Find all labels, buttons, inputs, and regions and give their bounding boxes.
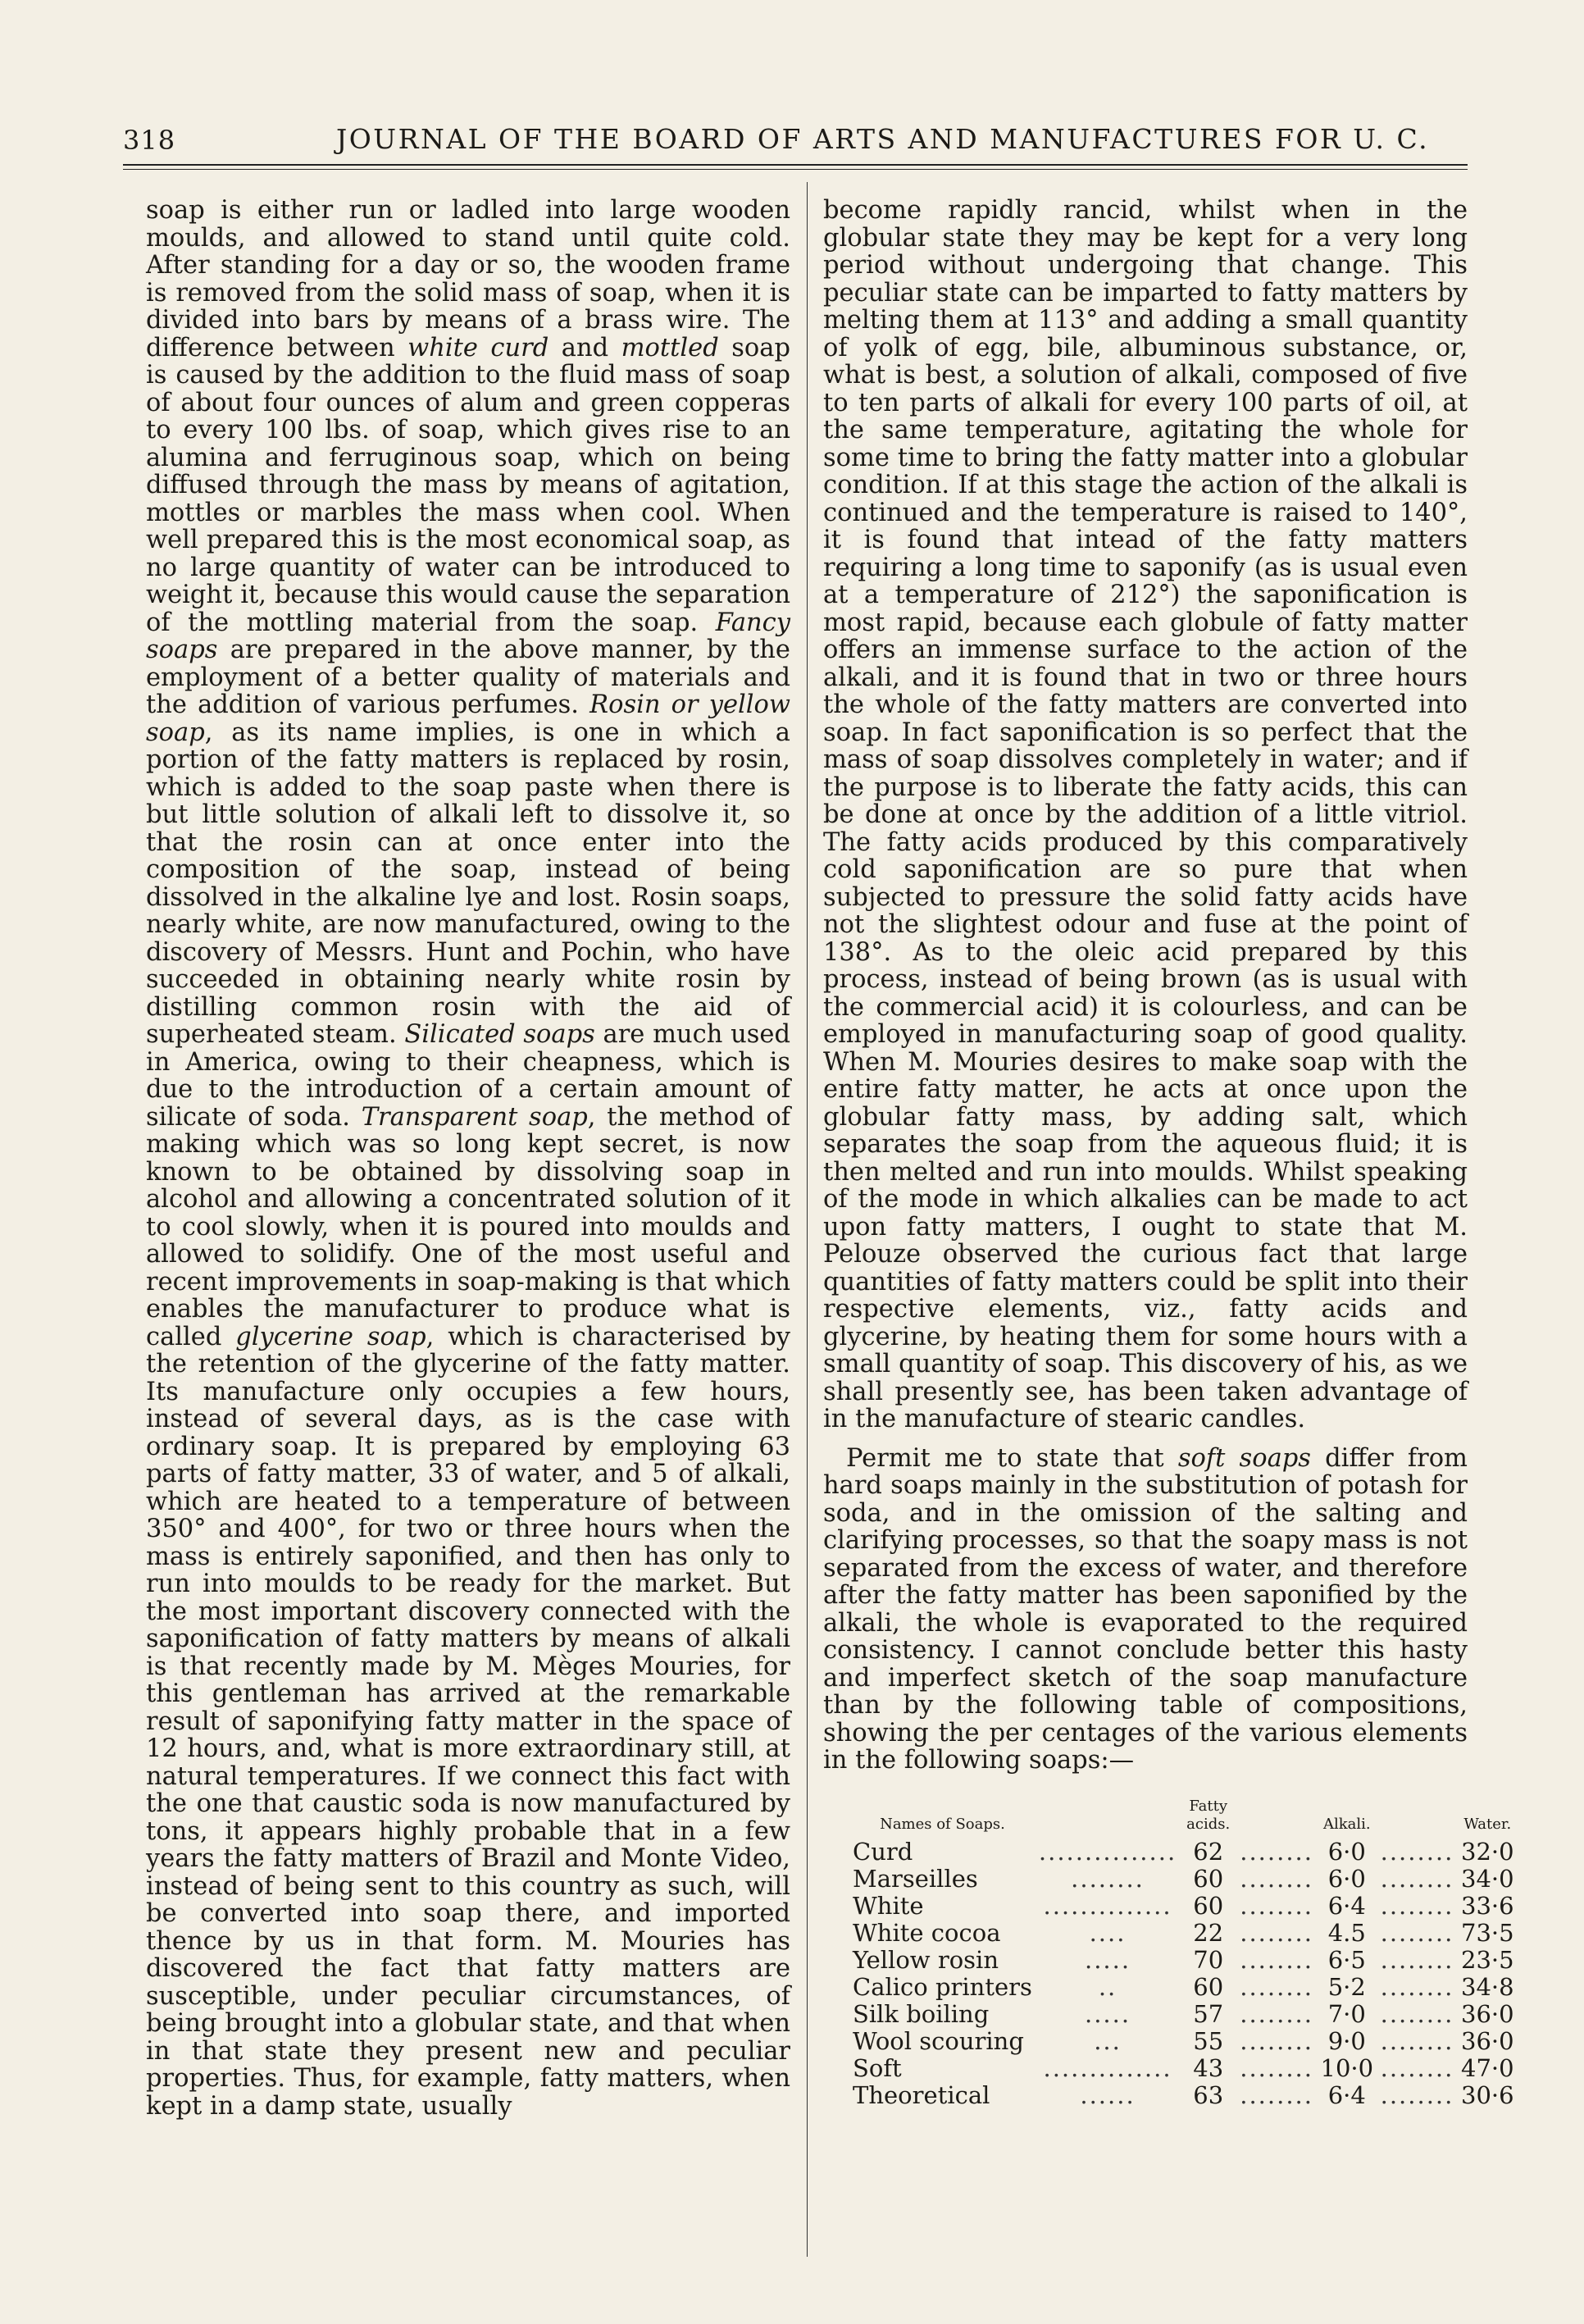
soap-composition-table (849, 1798, 1518, 2109)
header-rule-thin (123, 169, 1468, 170)
fatty-acids-value: 60 (1193, 1864, 1224, 1893)
paragraph: become rapidly rancid, whilst when in the globular state they may be kept for a very long period without undergoing that change. This peculiar state can be imparted to fatty matters by melting them at 113° and adding a small quantity of yolk of egg, bile, albuminous substance, or, what is best, a solution of alkali, composed of five to ten parts of alkali for every 100 parts of oil, at the same temperature, agitating the whole for some time to bring the fatty matter into a globular condition. If at this stage the action of the alkali is continued and the temperature is raised to 140°, it is found that intead of the fatty matters requiring a long time to saponify (as is usual even at a temperature of 212°) the saponification is most rapid, because each globule of fatty matter offers an immense surface to the action of the alkali, and it is found that in two or three hours the whole of the fatty matters are converted into soap. In fact saponification is so perfect that the mass of soap dissolves completely in water; and if the purpose is to liberate the fatty acids, this can be done at once by the addition of a little vitriol. The fatty acids produced by this comparatively cold saponification are so pure that when subjected to pressure the solid fatty acids have not the slightest odour and fuse at the point of 138°. As to the oleic acid prepared by this process, instead of being brown (as is usual with the commercial acid) it is colourless, and can be employed in manufacturing soap of good quality. When M. Mouries desires to make soap with the entire fatty matter, he acts at once upon the globular fatty mass, by adding salt, which separates the soap from the aqueous fluid; it is then melted and run into moulds. Whilst speaking of the mode in which alkalies can be made to act upon fatty matters, I ought to state that M. Pelouze observed the curious fact that large quantities of fatty matters could be split into their respective elements, viz., fatty acids and glycerine, by heating them for some hours with a small quantity of soap. This discovery of his, as we shall presently see, has been taken advantage of in the manufacture of stearic candles. (823, 196, 1468, 1433)
table-row (849, 2001, 1518, 2028)
leader-dots: ........ (1240, 1864, 1313, 1893)
water-value: 23·5 (1461, 1945, 1514, 1974)
leader-dots: ........ (1240, 1918, 1313, 1947)
column-header: Alkali. (1322, 1815, 1371, 1833)
leader-dots: ..... (1084, 1945, 1131, 1974)
soap-name: Wool scouring (853, 2026, 1024, 2055)
leader-dots: .... (1089, 1918, 1127, 1947)
table-header-row (849, 1798, 1518, 1839)
table-row (849, 2028, 1518, 2055)
soap-name: Soft (853, 2053, 902, 2082)
soap-name: Silk boiling (853, 1999, 990, 2028)
leader-dots: ........ (1240, 2026, 1313, 2055)
leader-dots: ........ (1240, 2053, 1313, 2082)
soap-name: Theoretical (853, 2080, 990, 2109)
leader-dots: ........ (1380, 2080, 1454, 2109)
leader-dots: ........ (1380, 1837, 1454, 1866)
water-value: 73·5 (1461, 1918, 1514, 1947)
leader-dots: ........ (1380, 1918, 1454, 1947)
table-row (849, 1839, 1518, 1866)
right-column (823, 196, 1514, 2109)
table-row (849, 1893, 1518, 1920)
fatty-acids-value: 55 (1193, 2026, 1224, 2055)
left-column (146, 197, 790, 2120)
column-divider (807, 182, 808, 2257)
running-head: JOURNAL OF THE BOARD OF ARTS AND MANUFACTURES FOR U. C. (336, 123, 1430, 155)
water-value: 34·0 (1461, 1864, 1514, 1893)
soap-name: Yellow rosin (853, 1945, 999, 1974)
soap-name: Marseilles (853, 1864, 978, 1893)
water-value: 33·6 (1461, 1891, 1514, 1920)
water-value: 30·6 (1461, 2080, 1514, 2109)
fatty-acids-value: 62 (1193, 1837, 1224, 1866)
alkali-value: 6·0 (1327, 1864, 1366, 1893)
leader-dots: ........ (1380, 1972, 1454, 2001)
fatty-acids-value: 22 (1193, 1918, 1224, 1947)
water-value: 47·0 (1461, 2053, 1514, 2082)
fatty-acids-value: 43 (1193, 2053, 1224, 2082)
leader-dots: ........ (1380, 2053, 1454, 2082)
leader-dots: .. (1098, 1972, 1117, 2001)
leader-dots: ........ (1240, 1945, 1313, 1974)
page-number: 318 (123, 125, 176, 156)
alkali-value: 9·0 (1327, 2026, 1366, 2055)
leader-dots: ........ (1380, 1891, 1454, 1920)
fatty-acids-value: 63 (1193, 2080, 1224, 2109)
leader-dots: ........ (1240, 1837, 1313, 1866)
column-header: Fatty acids. (1186, 1797, 1231, 1833)
table-row (849, 1866, 1518, 1893)
alkali-value: 6·5 (1327, 1945, 1366, 1974)
table-row (849, 2082, 1518, 2109)
leader-dots: ........ (1380, 1999, 1454, 2028)
alkali-value: 6·4 (1327, 1891, 1366, 1920)
fatty-acids-value: 57 (1193, 1999, 1224, 2028)
leader-dots: .............. (1043, 1891, 1172, 1920)
leader-dots: ............... (1038, 1837, 1177, 1866)
alkali-value: 6·4 (1327, 2080, 1366, 2109)
alkali-value: 6·0 (1327, 1837, 1366, 1866)
water-value: 34·8 (1461, 1972, 1514, 2001)
leader-dots: ... (1094, 2026, 1122, 2055)
leader-dots: ...... (1080, 2080, 1136, 2109)
table-row (849, 1920, 1518, 1947)
leader-dots: ........ (1240, 1972, 1313, 2001)
fatty-acids-value: 70 (1193, 1945, 1224, 1974)
table-row (849, 2055, 1518, 2082)
fatty-acids-value: 60 (1193, 1891, 1224, 1920)
soap-name: Calico printers (853, 1972, 1032, 2001)
table-row (849, 1947, 1518, 1974)
leader-dots: ........ (1071, 1864, 1145, 1893)
table-row (849, 1974, 1518, 2001)
paragraph: soap is either run or ladled into large wooden moulds, and allowed to stand until quite cold. After standing for a day or so, the wooden frame is removed from the solid mass of soap, when it is divided into bars by means of a brass wire. The difference between white curd and mottled soap is caused by the addition to the fluid mass of soap of about four ounces of alum and green copperas to every 100 lbs. of soap, which gives rise to an alumina and ferruginous soap, which on being diffused through the mass by means of agitation, mottles or marbles the mass when cool. When well prepared this is the most economical soap, as no large quantity of water can be introduced to weight it, because this would cause the separation of the mottling material from the soap. Fancy soaps are prepared in the above manner, by the employment of a better quality of materials and the addition of various perfumes. Rosin or yellow soap, as its name implies, is one in which a portion of the fatty matters is replaced by rosin, which is added to the soap paste when there is but little solution of alkali left to dissolve it, so that the rosin can at once enter into the composition of the soap, instead of being dissolved in the alkaline lye and lost. Rosin soaps, nearly white, are now manufactured, owing to the discovery of Messrs. Hunt and Pochin, who have succeeded in obtaining nearly white rosin by distilling common rosin with the aid of superheated steam. Silicated soaps are much used in America, owing to their cheapness, which is due to the introduction of a certain amount of silicate of soda. Transparent soap, the method of making which was so long kept secret, is now known to be obtained by dissolving soap in alcohol and allowing a concentrated solution of it to cool slowly, when it is poured into moulds and allowed to solidify. One of the most useful and recent improvements in soap-making is that which enables the manufacturer to produce what is called glycerine soap, which is characterised by the retention of the glycerine of the fatty matter. Its manufacture only occupies a few hours, instead of several days, as is the case with ordinary soap. It is prepared by employing 63 parts of fatty matter, 33 of water, and 5 of alkali, which are heated to a temperature of between 350° and 400°, for two or three hours when the mass is entirely saponified, and then has only to run into moulds to be ready for the market. But the most important discovery connected with the saponification of fatty matters by means of alkali is that recently made by M. Mèges Mouries, for this gentleman has arrived at the remarkable result of saponifying fatty matter in the space of 12 hours, and, what is more extraordinary still, at natural temperatures. If we connect this fact with the one that caustic soda is now manufactured by tons, it appears highly probable that in a few years the fatty matters of Brazil and Monte Video, instead of being sent to this country as such, will be converted into soap there, and imported thence by us in that form. M. Mouries has discovered the fact that fatty matters are susceptible, under peculiar circumstances, of being brought into a globular state, and that when in that state they present new and peculiar properties. Thus, for example, fatty matters, when kept in a damp state, usually (146, 196, 791, 2121)
soap-name: White cocoa (853, 1918, 1001, 1947)
column-header: Water. (1463, 1815, 1512, 1833)
alkali-value: 5·2 (1327, 1972, 1366, 2001)
leader-dots: ........ (1240, 1891, 1313, 1920)
leader-dots: ........ (1240, 1999, 1313, 2028)
paragraph: Permit me to state that soft soaps differ from hard soaps mainly in the substitution of potash for soda, and in the omission of the salting and clarifying processes, so that the soapy mass is not separated from the excess of water, and therefore after the fatty matter has been saponified by the alkali, the whole is evaporated to the required consistency. I cannot conclude better this hasty and imperfect sketch of the soap manufacture than by the following table of compositions, showing the per centages of the various elements in the following soaps:— (823, 1443, 1468, 1775)
leader-dots: ........ (1380, 1864, 1454, 1893)
alkali-value: 7·0 (1327, 1999, 1366, 2028)
column-header: Names of Soaps. (880, 1815, 1005, 1833)
leader-dots: ........ (1380, 2026, 1454, 2055)
water-value: 36·0 (1461, 1999, 1514, 2028)
leader-dots: ........ (1380, 1945, 1454, 1974)
soap-name: Curd (853, 1837, 913, 1866)
fatty-acids-value: 60 (1193, 1972, 1224, 2001)
header-rule (123, 164, 1468, 166)
water-value: 32·0 (1461, 1837, 1514, 1866)
leader-dots: ........ (1240, 2080, 1313, 2109)
soap-name: White (853, 1891, 924, 1920)
alkali-value: 4.5 (1327, 1918, 1366, 1947)
leader-dots: .............. (1043, 2053, 1172, 2082)
leader-dots: ..... (1084, 1999, 1131, 2028)
alkali-value: 10·0 (1320, 2053, 1374, 2082)
water-value: 36·0 (1461, 2026, 1514, 2055)
